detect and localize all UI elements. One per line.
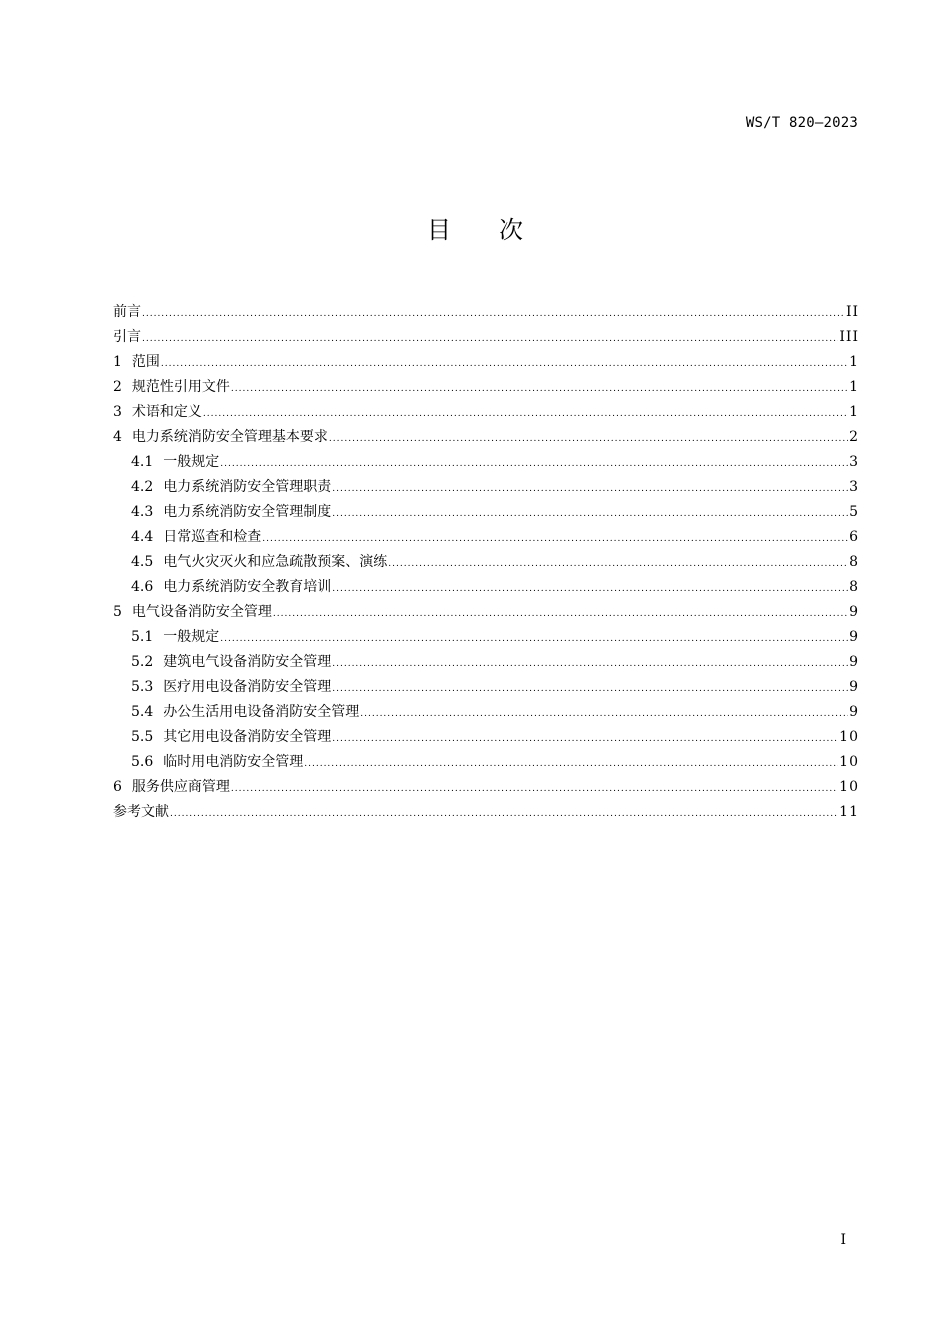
toc-entry-title: 电气设备消防安全管理 (131, 604, 272, 620)
toc-entry-label-group (131, 725, 331, 750)
toc-entry-label-group (113, 400, 202, 425)
toc-entry-page: 1 (849, 379, 859, 395)
toc-entry-label-group (113, 775, 230, 800)
toc-entry-label-group (131, 475, 331, 500)
toc-entry-title: 一般规定 (163, 629, 220, 645)
toc-entry-number: 5 (113, 604, 122, 620)
toc-dot-leader (231, 377, 848, 402)
toc-entry-title: 参考文献 (113, 804, 169, 820)
toc-entry-label-group (113, 600, 272, 625)
toc-entry-number: 2 (113, 379, 122, 395)
table-of-contents (113, 300, 859, 825)
toc-entry-page: III (839, 329, 859, 345)
toc-entry-title: 电力系统消防安全管理职责 (163, 479, 332, 495)
toc-entry-page: 9 (849, 604, 859, 620)
toc-entry-page: 6 (849, 529, 859, 545)
toc-entry-page: 1 (849, 354, 859, 370)
toc-dot-leader (332, 502, 848, 527)
toc-entry-number: 4.5 (131, 554, 154, 570)
toc-entry-number: 1 (113, 354, 122, 370)
toc-entry[interactable] (113, 350, 859, 375)
toc-entry[interactable] (113, 375, 859, 400)
toc-dot-leader (142, 302, 845, 327)
page-number: I (840, 1232, 846, 1248)
toc-entry-number: 5.3 (131, 679, 154, 695)
toc-entry-title: 术语和定义 (131, 404, 202, 420)
toc-dot-leader (388, 552, 848, 577)
toc-entry-title: 引言 (113, 329, 141, 345)
toc-entry[interactable] (113, 425, 859, 450)
toc-entry-page: 10 (839, 729, 859, 745)
toc-entry-title: 一般规定 (163, 454, 220, 470)
toc-entry-label-group (113, 300, 141, 325)
toc-entry-label-group (131, 625, 219, 650)
toc-entry-title: 规范性引用文件 (131, 379, 230, 395)
page-title (0, 210, 950, 245)
toc-entry-label-group (131, 525, 261, 550)
toc-entry-page: 1 (849, 404, 859, 420)
toc-entry[interactable] (113, 750, 859, 775)
toc-entry-label-group (113, 325, 141, 350)
toc-entry-number: 6 (113, 779, 122, 795)
toc-dot-leader (161, 352, 848, 377)
toc-entry-label-group (113, 350, 160, 375)
toc-entry-page: 9 (849, 704, 859, 720)
toc-dot-leader (329, 427, 848, 452)
toc-entry-title: 服务供应商管理 (131, 779, 230, 795)
toc-dot-leader (170, 802, 838, 827)
toc-entry-label-group (131, 750, 303, 775)
toc-entry-title: 日常巡查和检查 (163, 529, 262, 545)
toc-dot-leader (332, 477, 848, 502)
toc-entry-title: 办公生活用电设备消防安全管理 (163, 704, 360, 720)
toc-dot-leader (332, 677, 848, 702)
toc-entry-title: 前言 (113, 304, 141, 320)
toc-entry-title: 其它用电设备消防安全管理 (163, 729, 332, 745)
toc-entry[interactable] (113, 575, 859, 600)
toc-entry-title: 建筑电气设备消防安全管理 (163, 654, 332, 670)
toc-entry-label-group (131, 575, 331, 600)
toc-entry-label-group (113, 425, 328, 450)
toc-entry-number: 4.2 (131, 479, 154, 495)
toc-entry-title: 电气火灾灭火和应急疏散预案、演练 (163, 554, 388, 570)
toc-entry[interactable] (113, 650, 859, 675)
toc-entry[interactable] (113, 500, 859, 525)
toc-dot-leader (332, 652, 848, 677)
toc-entry-title: 电力系统消防安全管理制度 (163, 504, 332, 520)
toc-entry-label-group (113, 375, 230, 400)
toc-entry-title: 电力系统消防安全教育培训 (163, 579, 332, 595)
toc-entry[interactable] (113, 475, 859, 500)
toc-entry-label-group (131, 500, 331, 525)
toc-entry[interactable] (113, 800, 859, 825)
toc-entry-title: 范围 (131, 354, 160, 370)
toc-entry-number: 4.6 (131, 579, 154, 595)
toc-dot-leader (332, 577, 848, 602)
toc-entry[interactable] (113, 775, 859, 800)
toc-dot-leader (220, 452, 848, 477)
toc-entry-label-group (131, 550, 387, 575)
toc-entry-page: 10 (839, 779, 859, 795)
toc-dot-leader (360, 702, 848, 727)
toc-entry[interactable] (113, 725, 859, 750)
toc-entry[interactable] (113, 675, 859, 700)
page-title-char-1: 目 (427, 216, 451, 244)
toc-dot-leader (332, 727, 838, 752)
toc-entry-page: 9 (849, 654, 859, 670)
toc-entry-page: 3 (849, 454, 859, 470)
toc-entry[interactable] (113, 300, 859, 325)
toc-entry-title: 医疗用电设备消防安全管理 (163, 679, 332, 695)
toc-entry-number: 5.4 (131, 704, 154, 720)
standard-code: WS/T 820—2023 (745, 115, 858, 131)
toc-entry-page: 9 (849, 679, 859, 695)
toc-entry[interactable] (113, 700, 859, 725)
toc-entry-number: 5.5 (131, 729, 154, 745)
toc-entry-title: 临时用电消防安全管理 (163, 754, 304, 770)
toc-entry[interactable] (113, 400, 859, 425)
toc-dot-leader (203, 402, 848, 427)
toc-entry[interactable] (113, 600, 859, 625)
toc-entry-page: 5 (849, 504, 859, 520)
toc-entry-page: 9 (849, 629, 859, 645)
toc-entry-page: 3 (849, 479, 859, 495)
toc-entry-label-group (131, 700, 359, 725)
toc-entry-label-group (131, 650, 331, 675)
toc-entry[interactable] (113, 450, 859, 475)
toc-entry-number: 5.2 (131, 654, 154, 670)
toc-dot-leader (262, 527, 848, 552)
toc-entry-title: 电力系统消防安全管理基本要求 (131, 429, 328, 445)
toc-dot-leader (273, 602, 848, 627)
toc-entry-page: 8 (849, 554, 859, 570)
toc-entry-number: 4.4 (131, 529, 154, 545)
toc-entry-page: 11 (839, 804, 859, 820)
toc-entry-page: 10 (839, 754, 859, 770)
toc-entry-label-group (113, 800, 169, 825)
toc-entry[interactable] (113, 625, 859, 650)
toc-entry-page: II (845, 304, 859, 320)
toc-entry-page: 2 (849, 429, 859, 445)
toc-entry-number: 5.1 (131, 629, 154, 645)
toc-dot-leader (231, 777, 838, 802)
toc-entry-label-group (131, 675, 331, 700)
toc-entry-label-group (131, 450, 219, 475)
toc-dot-leader (220, 627, 848, 652)
toc-entry[interactable] (113, 325, 859, 350)
toc-entry[interactable] (113, 525, 859, 550)
toc-dot-leader (304, 752, 838, 777)
toc-entry-number: 3 (113, 404, 122, 420)
toc-entry-number: 5.6 (131, 754, 154, 770)
toc-entry-number: 4 (113, 429, 122, 445)
toc-entry[interactable] (113, 550, 859, 575)
toc-entry-number: 4.3 (131, 504, 154, 520)
toc-dot-leader (142, 327, 838, 352)
page-title-char-2: 次 (499, 216, 523, 244)
toc-entry-number: 4.1 (131, 454, 154, 470)
toc-entry-page: 8 (849, 579, 859, 595)
